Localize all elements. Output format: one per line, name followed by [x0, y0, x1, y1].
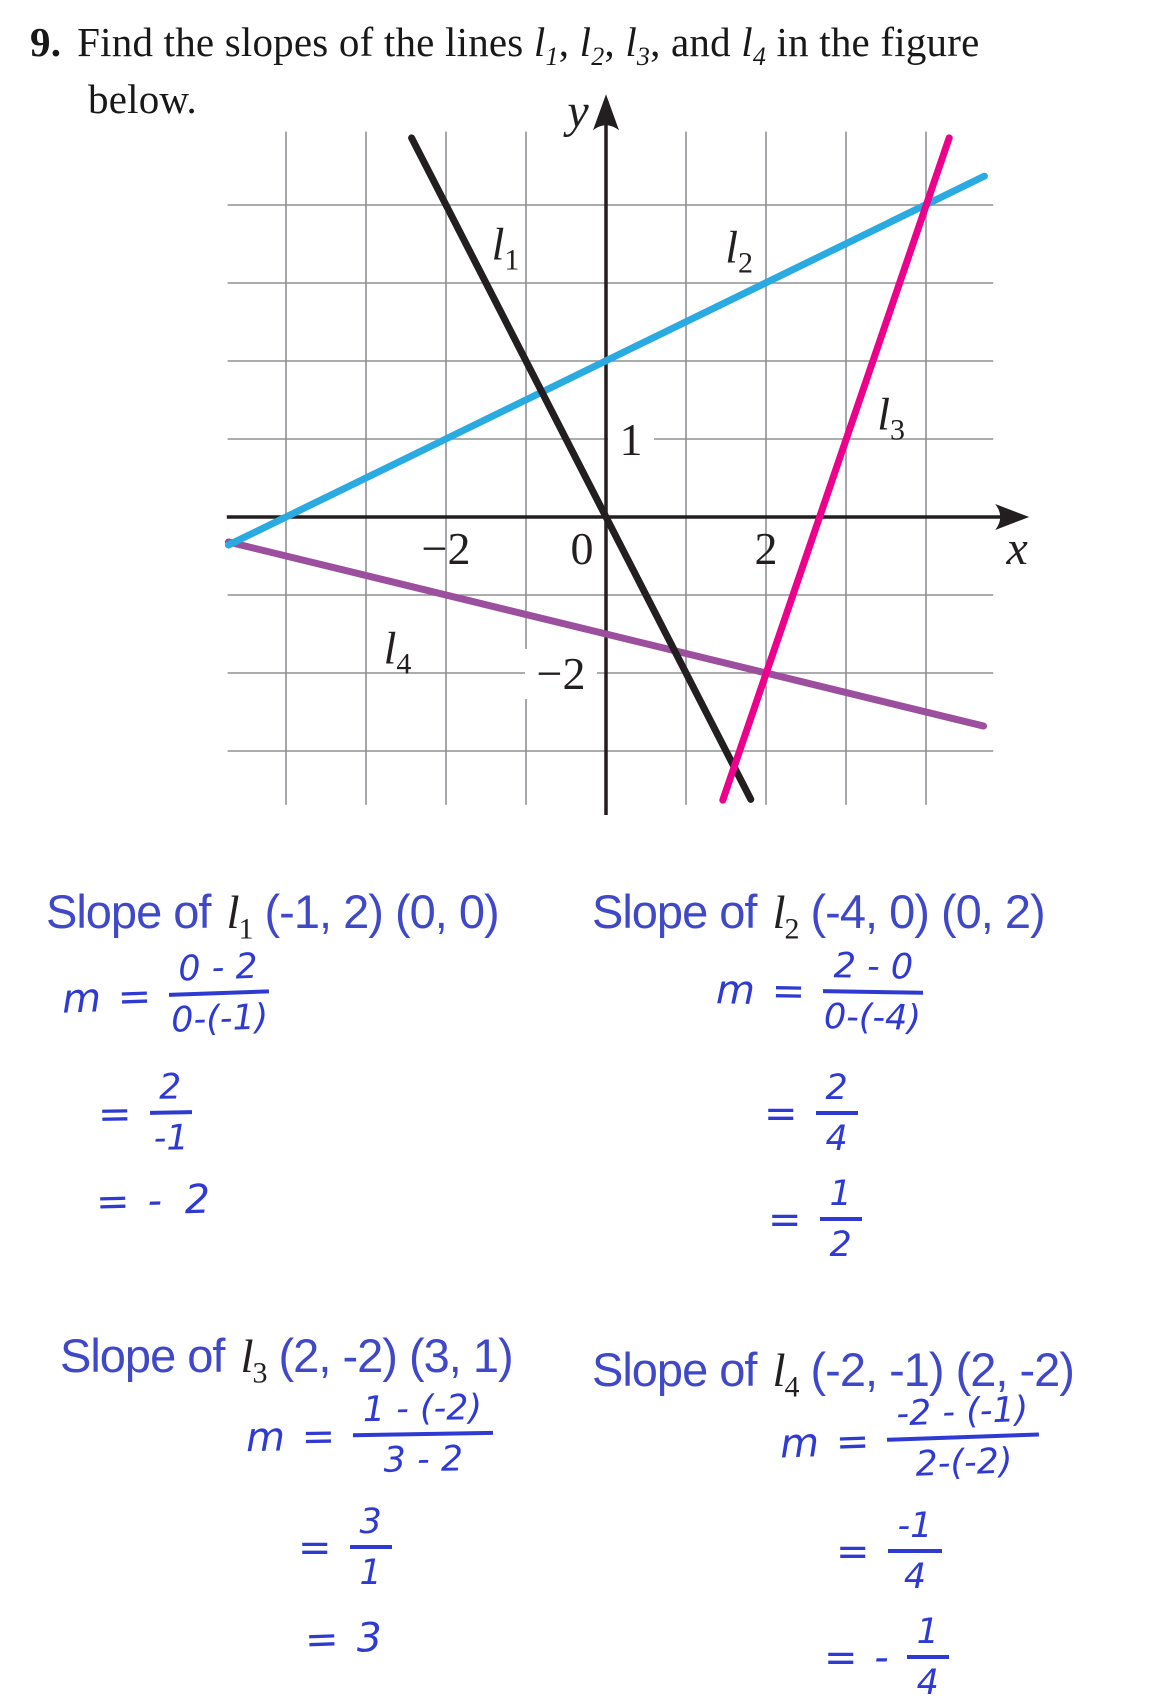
slope-l2-step-2: = $\frac{2}{4}$	[764, 1068, 858, 1159]
y-tick-label: −2	[536, 648, 586, 699]
title-text: ,	[604, 19, 626, 65]
slope-l4-step-1: m = $\frac{-2 - (-1)}{2-(-2)}$	[778, 1390, 1040, 1490]
title-text: Find the slopes of the lines	[77, 19, 534, 65]
line-variable: $l_2$	[579, 19, 605, 72]
slope-l2-header	[592, 884, 1045, 946]
y-axis-arrow-icon	[593, 94, 619, 130]
problem-title-line2: below.	[88, 76, 197, 122]
line-label-l4: $l_4$	[383, 622, 412, 681]
slope-l3-var: $l_3$	[240, 1331, 267, 1390]
slope-l4-result: = - $\frac{1}{4}$	[824, 1612, 949, 1696]
line-variable: $l_4$	[741, 19, 767, 72]
fraction: $\frac{0 - 2}{0-(-1)}$	[168, 946, 271, 1040]
slope-l2-result: = $\frac{1}{2}$	[768, 1174, 862, 1265]
fraction: $\frac{-2 - (-1)}{2-(-2)}$	[886, 1390, 1041, 1486]
slope-l3-points: (2, -2) (3, 1)	[278, 1329, 513, 1382]
slope-l4-header-prefix: Slope of	[592, 1343, 757, 1396]
fraction: $\frac{2}{-1}$	[149, 1067, 193, 1159]
x-tick-label: −2	[421, 523, 471, 574]
slope-l1-step-1: m = $\frac{0 - 2}{0-(-1)}$	[61, 946, 269, 1041]
x-tick-label: 0	[570, 523, 594, 574]
line-variable: $l_3$	[625, 19, 651, 72]
fraction: $\frac{2}{4}$	[816, 1068, 858, 1159]
slope-l2-var: $l_2$	[772, 887, 799, 946]
title-text: in the figure	[766, 19, 980, 65]
slope-l3-step-2: = $\frac{3}{1}$	[298, 1502, 392, 1593]
y-axis-label: y	[567, 85, 589, 138]
slope-l1-step-2: = $\frac{2}{-1}$	[97, 1067, 192, 1160]
x-tick-label: 2	[754, 523, 778, 574]
line-variable: $l_1$	[533, 19, 559, 72]
slope-l1-header	[46, 884, 499, 946]
slope-l4-var: $l_4$	[772, 1345, 799, 1404]
slope-l1-result: = - 2	[95, 1176, 216, 1226]
y-tick-label: 1	[619, 414, 643, 465]
slope-l1-header-prefix: Slope of	[46, 885, 211, 938]
slope-l4-step-2: = $\frac{-1}{4}$	[836, 1506, 942, 1597]
title-text: , and	[650, 19, 742, 65]
fraction: $\frac{1 - (-2)}{3 - 2}$	[352, 1388, 493, 1481]
fraction: $\frac{-1}{4}$	[888, 1506, 943, 1597]
fraction: $\frac{1}{4}$	[907, 1612, 949, 1696]
title-text: ,	[558, 19, 580, 65]
fraction: $\frac{2 - 0}{0-(-4)}$	[822, 946, 923, 1039]
line-label-l2: $l_2$	[725, 221, 753, 280]
fraction: $\frac{3}{1}$	[350, 1502, 392, 1593]
line-label-l1: $l_1$	[491, 218, 520, 277]
slope-l4-points: (-2, -1) (2, -2)	[810, 1343, 1074, 1396]
slope-l1-points: (-1, 2) (0, 0)	[264, 885, 499, 938]
slope-l3-header-prefix: Slope of	[60, 1329, 225, 1382]
line-label-l3: $l_3$	[877, 388, 905, 447]
slope-l3-result: = 3	[304, 1614, 388, 1664]
slope-l4-header	[592, 1342, 1074, 1404]
slope-l2-step-1: m = $\frac{2 - 0}{0-(-4)}$	[715, 944, 923, 1039]
problem-number: 9.	[30, 19, 62, 65]
slope-l1-var: $l_1$	[226, 887, 253, 946]
plot-line-l3	[723, 138, 949, 800]
fraction: $\frac{1}{2}$	[820, 1174, 862, 1265]
slope-l3-step-1: m = $\frac{1 - (-2)}{3 - 2}$	[245, 1388, 493, 1483]
slope-l3-header	[60, 1328, 513, 1390]
slope-l2-points: (-4, 0) (0, 2)	[810, 885, 1045, 938]
plot-line-l1	[412, 138, 751, 799]
problem-title-line1	[30, 14, 1140, 71]
x-axis-label: x	[1006, 521, 1028, 575]
slope-l2-header-prefix: Slope of	[592, 885, 757, 938]
coordinate-graph	[185, 78, 1045, 823]
